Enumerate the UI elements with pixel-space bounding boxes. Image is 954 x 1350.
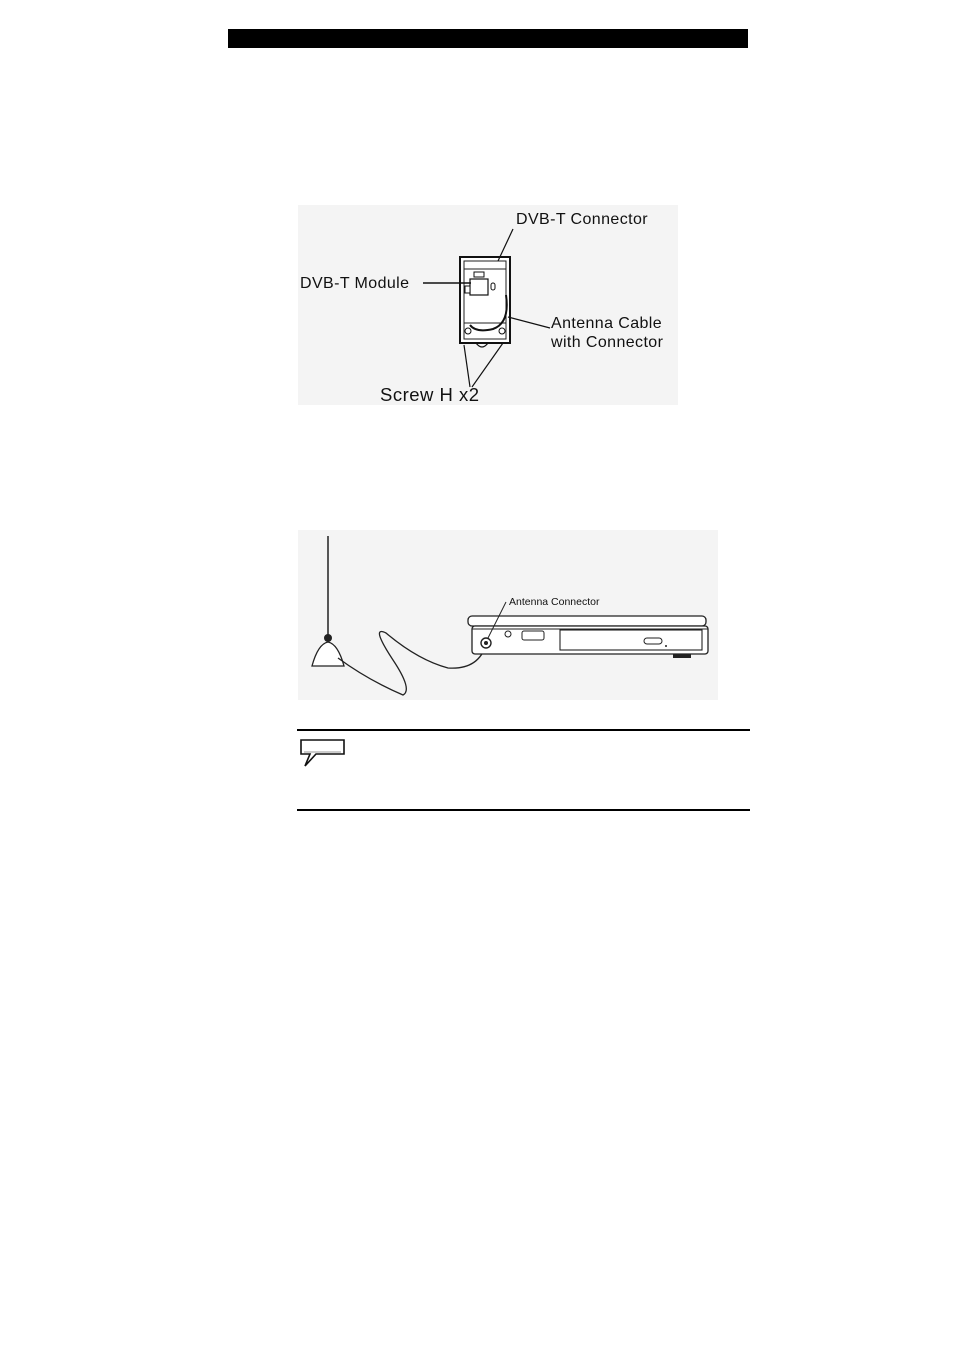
screw-label: Screw H x2: [380, 384, 480, 405]
laptop-lid: [468, 616, 706, 626]
dvbt-connector-label: DVB-T Connector: [516, 211, 648, 228]
screw-left: [465, 328, 471, 334]
vga-port: [522, 631, 544, 640]
speech-bubble-note-icon: [300, 739, 346, 769]
dvbt-module-diagram: [298, 205, 678, 405]
antenna-cable-label-line2: with Connector: [551, 334, 664, 351]
antenna-connector-label: Antenna Connector: [509, 596, 600, 608]
module-drawing: [298, 205, 678, 405]
antenna-connection-diagram: [298, 530, 718, 700]
page-header-bar: [228, 29, 748, 48]
antenna-drawing: [298, 530, 718, 700]
antenna-cable-label: Antenna Cable: [551, 315, 663, 332]
antenna-base: [312, 642, 344, 666]
screw-right: [499, 328, 505, 334]
module-chip: [470, 279, 488, 295]
antenna-cable: [338, 632, 486, 695]
optical-drive: [560, 630, 702, 650]
note-bottom-rule: [297, 809, 750, 811]
note-top-rule: [297, 729, 750, 731]
dvbt-module-label: DVB-T Module: [300, 275, 410, 292]
